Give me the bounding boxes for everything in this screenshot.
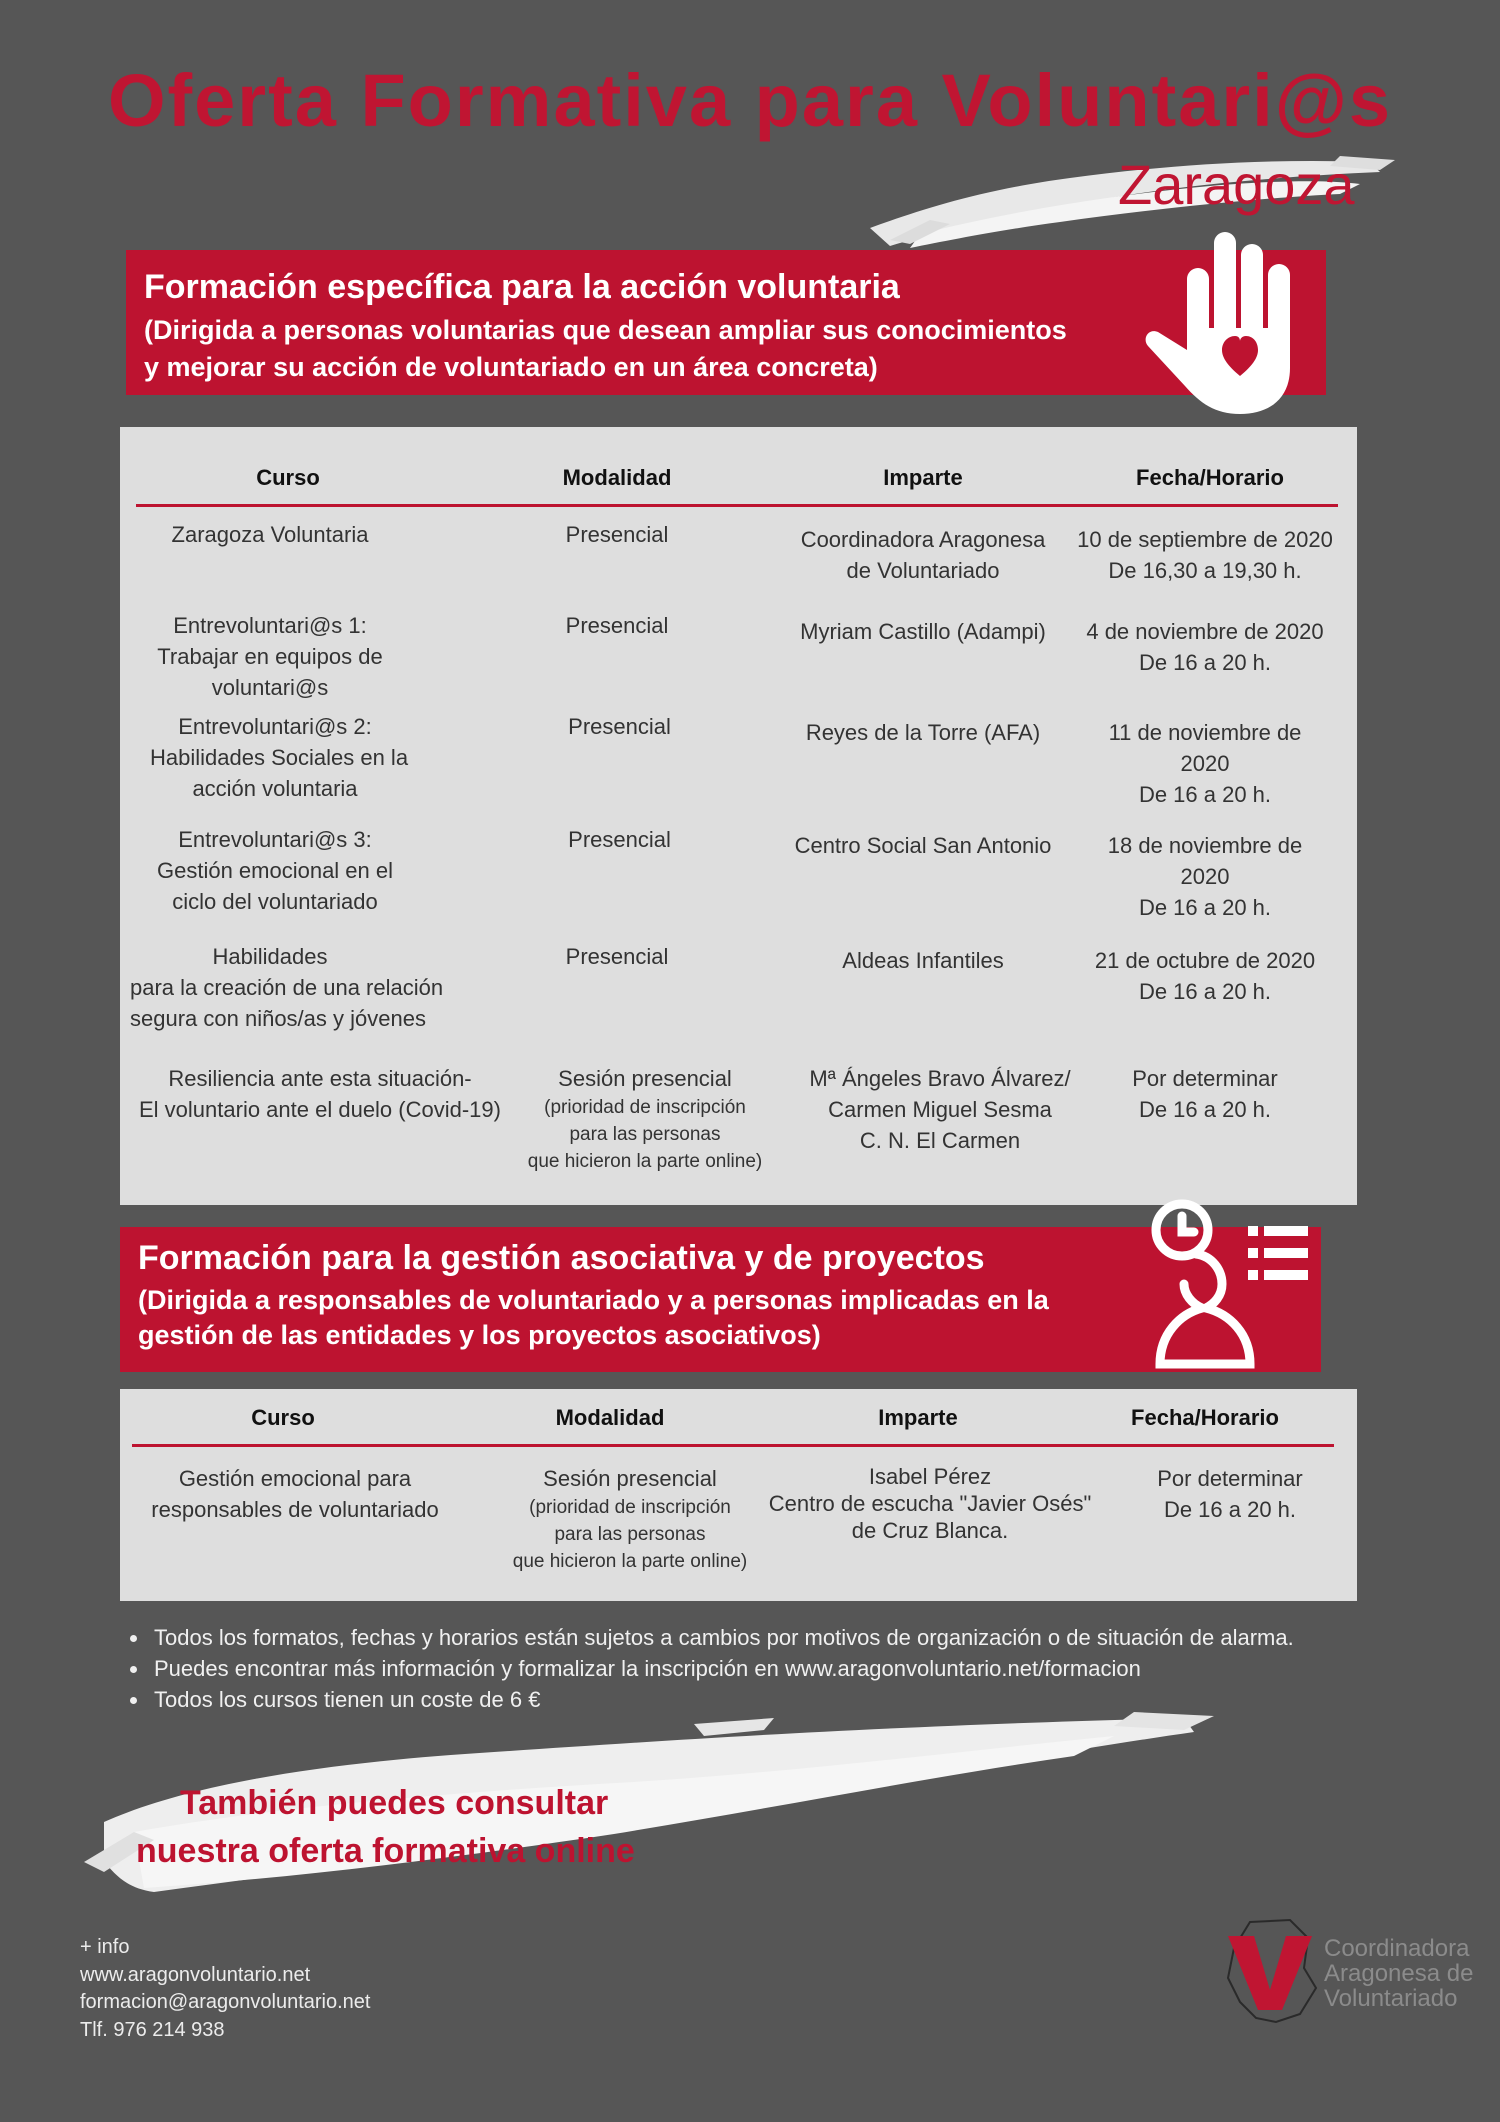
- row1-fecha: 10 de septiembre de 2020 De 16,30 a 19,30 h.: [1077, 527, 1333, 583]
- row2-modalidad: Presencial: [565, 613, 669, 638]
- row3-fecha: 11 de noviembre de 2020 De 16 a 20 h.: [1108, 720, 1302, 807]
- section1-subtitle-line2: y mejorar su acción de voluntariado en un área concreta): [144, 352, 878, 382]
- contact-phone: Tlf. 976 214 938: [80, 2018, 225, 2041]
- table-header-divider: [136, 504, 1338, 507]
- row1-curso: Zaragoza Voluntaria: [171, 522, 369, 547]
- row1-modalidad: Presencial: [565, 522, 669, 547]
- contact-info-label: + info: [80, 1936, 130, 1958]
- row5-imparte: Aldeas Infantiles: [842, 948, 1004, 973]
- notes-list: [122, 1622, 1294, 1715]
- online-offer-text-line1: También puedes consultar: [180, 1784, 609, 1822]
- row4-curso: Entrevoluntari@s 3: Gestión emocional en el ciclo del voluntariado: [156, 827, 394, 914]
- logo-text-line3: Voluntariado: [1324, 1985, 1458, 2012]
- person-clock-list-icon: [1140, 1196, 1320, 1376]
- row1-curso: Gestión emocional para responsables de voluntariado: [151, 1466, 439, 1522]
- contact-info: [80, 1934, 370, 2044]
- row2-imparte: Myriam Castillo (Adampi): [800, 619, 1046, 644]
- row1-modalidad: Sesión presencial (prioridad de inscripción para las personas que hicieron la parte online): [512, 1466, 748, 1572]
- row5-curso: Habilidades para la creación de una relación segura con niños/as y jóvenes: [130, 944, 444, 1031]
- row3-curso: Entrevoluntari@s 2: Habilidades Sociales en la acción voluntaria: [150, 714, 409, 801]
- row6-imparte: Mª Ángeles Bravo Álvarez/ Carmen Miguel Sesma C. N. El Carmen: [809, 1066, 1071, 1153]
- row4-modalidad: Presencial: [568, 827, 671, 852]
- section2-subtitle-line1: (Dirigida a responsables de voluntariado y a personas implicadas en la: [138, 1285, 1049, 1315]
- row6-fecha: Por determinar De 16 a 20 h.: [1132, 1066, 1278, 1122]
- row5-modalidad: Presencial: [565, 944, 669, 969]
- section2-title: Formación para la gestión asociativa y de proyectos: [138, 1239, 985, 1277]
- logo-text: [1324, 1936, 1473, 2011]
- logo-text-line2: Aragonesa de: [1324, 1960, 1474, 1987]
- column-header-fecha: Fecha/Horario: [1131, 1405, 1279, 1430]
- section1-subtitle-line1: (Dirigida a personas voluntarias que desean ampliar sus conocimientos: [144, 315, 1067, 345]
- page-subtitle: Zaragoza: [1118, 153, 1355, 216]
- column-header-modalidad: Modalidad: [562, 465, 672, 490]
- page-title: Oferta Formativa para Voluntari@s: [107, 59, 1393, 142]
- row6-curso: Resiliencia ante esta situación- El voluntario ante el duelo (Covid-19): [139, 1066, 501, 1122]
- hand-heart-icon: [1140, 228, 1310, 418]
- aragon-map-logo-icon: [1220, 1918, 1320, 2028]
- row2-fecha: 4 de noviembre de 2020 De 16 a 20 h.: [1086, 619, 1324, 675]
- section2-table: [120, 1389, 1357, 1601]
- table-header-divider: [132, 1444, 1334, 1447]
- row3-modalidad: Presencial: [568, 714, 671, 739]
- online-offer-text-line2: nuestra oferta formativa online: [136, 1832, 635, 1870]
- column-header-modalidad: Modalidad: [555, 1405, 665, 1430]
- note-item: • Puedes encontrar más información y formalizar la inscripción en www.aragonvoluntario.net/formacion: [150, 1653, 1294, 1684]
- row1-fecha: Por determinar De 16 a 20 h.: [1157, 1466, 1303, 1522]
- section1-subtitle: [144, 312, 1067, 386]
- section2-subtitle: [138, 1283, 1049, 1353]
- section2-subtitle-line2: gestión de las entidades y los proyectos asociativos): [138, 1320, 821, 1350]
- row3-imparte: Reyes de la Torre (AFA): [805, 720, 1041, 745]
- section1-table: [120, 427, 1357, 1205]
- row1-imparte: Coordinadora Aragonesa de Voluntariado: [800, 527, 1046, 583]
- note-item: • Todos los cursos tienen un coste de 6 €: [150, 1684, 1294, 1715]
- column-header-imparte: Imparte: [878, 1405, 958, 1430]
- contact-email-link[interactable]: formacion@aragonvoluntario.net: [80, 1991, 371, 2013]
- row4-fecha: 18 de noviembre de 2020 De 16 a 20 h.: [1107, 833, 1303, 920]
- column-header-curso: Curso: [256, 465, 320, 490]
- row4-imparte: Centro Social San Antonio: [794, 833, 1052, 858]
- logo-text-line1: Coordinadora: [1324, 1935, 1470, 1962]
- row2-curso: Entrevoluntari@s 1: Trabajar en equipos de voluntari@s: [157, 613, 383, 700]
- section1-title: Formación específica para la acción voluntaria: [144, 268, 900, 306]
- row6-modalidad: Sesión presencial (prioridad de inscripción para las personas que hicieron la parte online): [527, 1066, 763, 1172]
- row5-fecha: 21 de octubre de 2020 De 16 a 20 h.: [1094, 948, 1316, 1004]
- row1-imparte: Isabel Pérez Centro de escucha "Javier Osés" de Cruz Blanca.: [768, 1464, 1092, 1543]
- column-header-imparte: Imparte: [883, 465, 963, 490]
- note-item: • Todos los formatos, fechas y horarios están sujetos a cambios por motivos de organización o de situación de alarma.: [150, 1622, 1294, 1653]
- contact-website-link[interactable]: www.aragonvoluntario.net: [80, 1963, 311, 1986]
- column-header-fecha: Fecha/Horario: [1136, 465, 1284, 490]
- column-header-curso: Curso: [251, 1405, 315, 1430]
